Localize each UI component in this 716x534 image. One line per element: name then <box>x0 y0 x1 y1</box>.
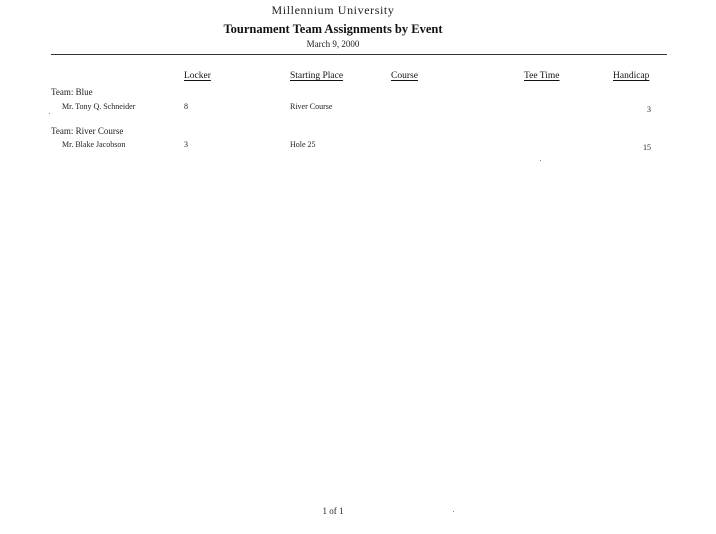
column-header-course: Course <box>391 71 418 81</box>
scan-speck <box>540 160 541 161</box>
report-title: Tournament Team Assignments by Event <box>223 22 443 36</box>
member-starting-place: River Course <box>290 102 333 111</box>
member-name: Mr. Blake Jacobson <box>62 140 126 149</box>
report-organization: Millennium University <box>271 3 395 17</box>
column-header-locker: Locker <box>184 71 211 81</box>
page-number: 1 of 1 <box>322 506 344 516</box>
column-header-handicap: Handicap <box>613 71 650 81</box>
column-header-starting-place: Starting Place <box>290 71 344 81</box>
column-header-tee-time: Tee Time <box>524 71 560 81</box>
report-date: March 9, 2000 <box>306 39 360 49</box>
member-starting-place: Hole 25 <box>290 140 316 149</box>
member-handicap: 15 <box>643 143 651 152</box>
scan-speck <box>49 113 50 114</box>
member-locker: 3 <box>184 140 188 149</box>
team-label: Team: Blue <box>51 87 93 97</box>
team-label: Team: River Course <box>51 126 124 136</box>
scan-speck <box>453 511 454 512</box>
member-handicap: 3 <box>647 105 651 114</box>
member-name: Mr. Tony Q. Schneider <box>62 102 136 111</box>
member-locker: 8 <box>184 102 188 111</box>
header-divider <box>51 54 667 55</box>
